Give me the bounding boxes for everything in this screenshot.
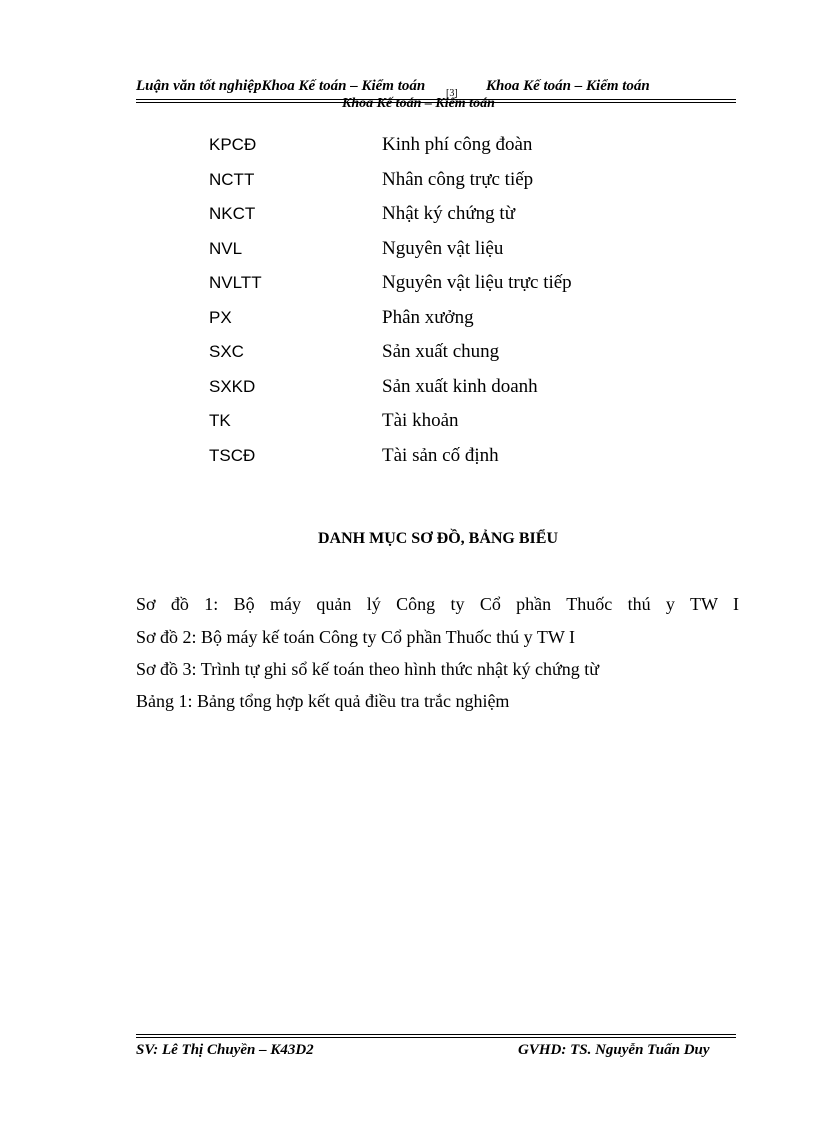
abbreviation-description: Phân xưởng [382, 307, 474, 328]
abbreviation-code: TK [209, 411, 231, 430]
abbreviation-code: NKCT [209, 204, 256, 223]
abbreviation-code: PX [209, 308, 232, 327]
abbreviation-description: Kinh phí công đoàn [382, 134, 533, 155]
header-second-line: Khoa Kế toán – Kiểm toán [342, 96, 495, 111]
abbreviation-code: NVLTT [209, 273, 262, 292]
list-item: Bảng 1: Bảng tổng hợp kết quả điều tra trắc nghiệm [136, 691, 510, 711]
footer-supervisor: GVHD: TS. Nguyễn Tuấn Duy [518, 1042, 710, 1058]
abbreviation-code: NCTT [209, 170, 255, 189]
footer-rule-top [136, 1034, 736, 1035]
footer-rule-bottom [136, 1037, 736, 1038]
header-left-text: Luận văn tốt nghiệpKhoa Kế toán – Kiểm toán [136, 78, 426, 94]
abbreviation-code: SXKD [209, 377, 256, 396]
abbreviation-description: Tài khoản [382, 410, 459, 431]
abbreviation-code: TSCĐ [209, 446, 256, 465]
abbreviation-description: Tài sản cố định [382, 445, 499, 466]
section-title: DANH MỤC SƠ ĐỒ, BẢNG BIỂU [317, 530, 558, 547]
abbreviation-code: NVL [209, 239, 243, 258]
abbreviation-description: Nguyên vật liệu trực tiếp [382, 272, 572, 293]
list-item: Sơ đồ 1: Bộ máy quản lý Công ty Cổ phần Thuốc thú y TW I [136, 594, 739, 614]
abbreviation-description: Nguyên vật liệu [382, 238, 504, 259]
list-item: Sơ đồ 3: Trình tự ghi sổ kế toán theo hình thức nhật ký chứng từ [136, 659, 600, 679]
page-number: [3] [446, 88, 458, 99]
list-item: Sơ đồ 2: Bộ máy kế toán Công ty Cổ phần Thuốc thú y TW I [136, 627, 575, 647]
abbreviation-code: SXC [209, 342, 244, 361]
abbreviation-description: Sản xuất chung [382, 341, 500, 362]
footer-student: SV: Lê Thị Chuyền – K43D2 [136, 1042, 314, 1058]
abbreviation-description: Nhật ký chứng từ [382, 203, 515, 224]
header-rule-top [136, 99, 736, 100]
abbreviation-description: Nhân công trực tiếp [382, 169, 534, 190]
abbreviation-description: Sản xuất kinh doanh [382, 376, 538, 397]
header-right-text: Khoa Kế toán – Kiểm toán [486, 78, 650, 94]
abbreviation-code: KPCĐ [209, 135, 257, 154]
header-rule-bottom [136, 102, 736, 103]
